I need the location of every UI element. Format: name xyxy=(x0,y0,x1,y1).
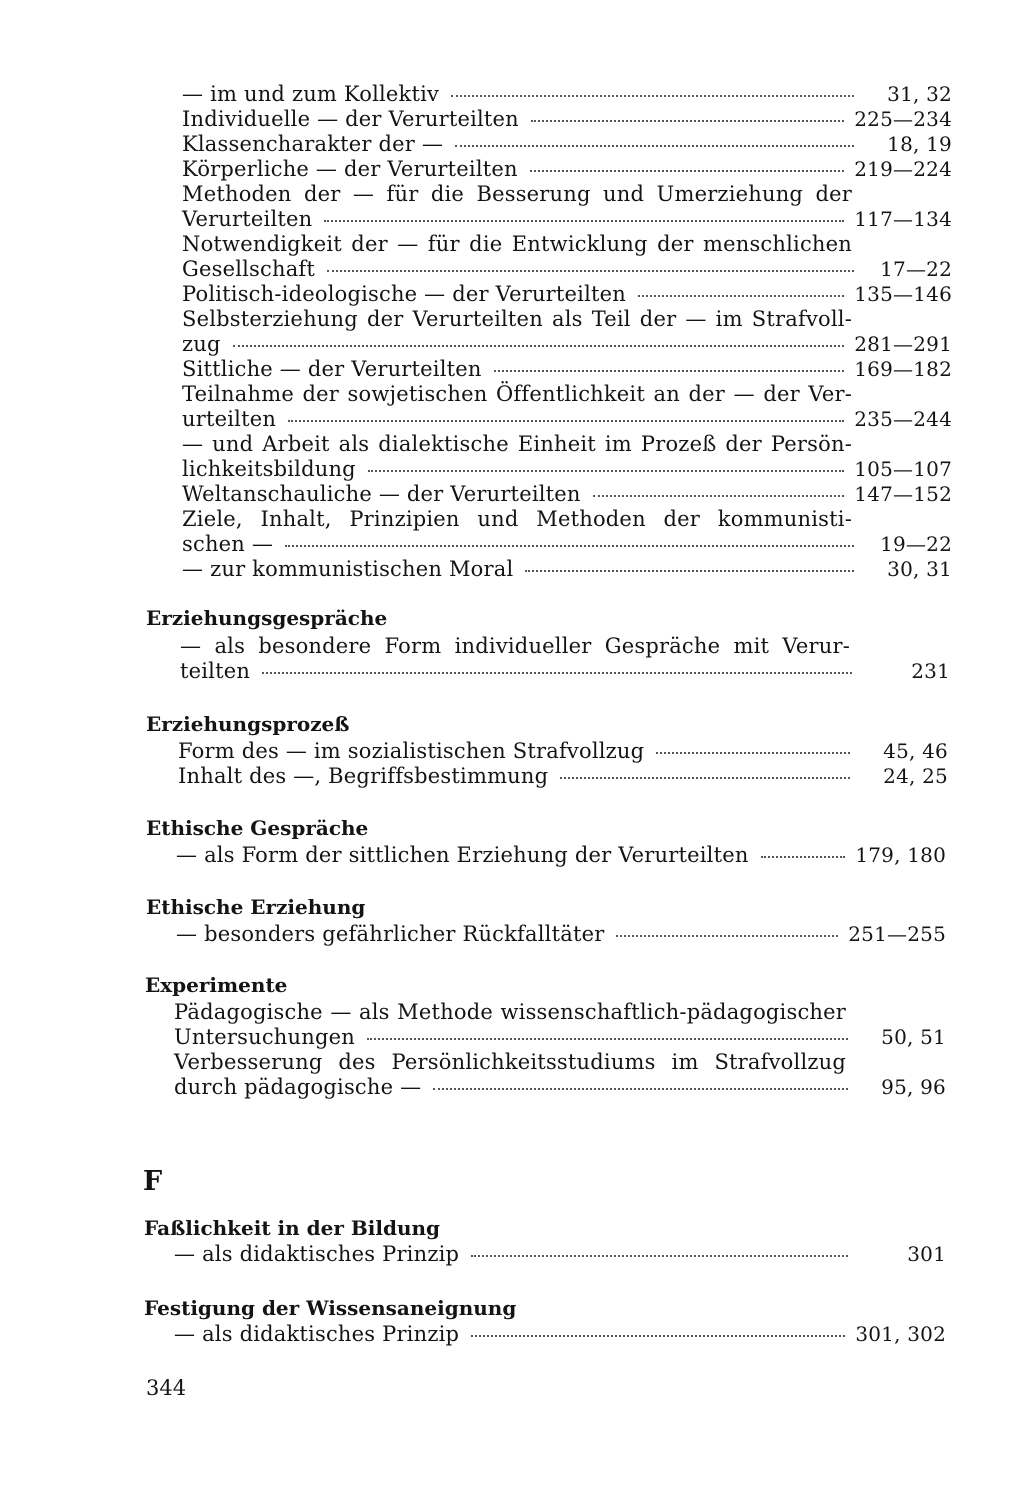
page-ref: 231 xyxy=(911,659,950,683)
index-entry-line: Notwendigkeit der — für die Entwicklung der menschlichen xyxy=(182,232,852,256)
index-entry-line: Teilnahme der sowjetischen Öffentlichkeit an der — der Ver- xyxy=(182,382,852,406)
page-ref: 45, 46 xyxy=(883,739,948,763)
page-ref: 117—134 xyxy=(854,207,952,231)
index-heading: Ethische Gespräche xyxy=(146,816,369,840)
index-entry: urteilten 235—244 xyxy=(182,407,952,431)
page-ref: 18, 19 xyxy=(887,132,952,156)
index-heading: Experimente xyxy=(145,973,288,997)
index-entry-line: Pädagogische — als Methode wissenschaftlich-pädagogischer xyxy=(174,1000,846,1024)
page-ref: 31, 32 xyxy=(887,82,952,106)
index-entry: — zur kommunistischen Moral 30, 31 xyxy=(182,557,952,581)
index-entry-block xyxy=(180,634,950,684)
page-ref: 219—224 xyxy=(854,157,952,181)
page-ref: 135—146 xyxy=(854,282,952,306)
index-entry-block xyxy=(174,1322,946,1347)
index-entry: schen — 19—22 xyxy=(182,532,952,556)
index-entry-block xyxy=(174,1242,946,1267)
section-letter: F xyxy=(143,1166,163,1197)
page-ref: 179, 180 xyxy=(855,843,946,867)
index-entry-block xyxy=(178,739,948,789)
index-entry: — als didaktisches Prinzip 301 xyxy=(174,1242,946,1266)
page-ref: 95, 96 xyxy=(881,1075,946,1099)
index-heading: Faßlichkeit in der Bildung xyxy=(144,1216,441,1240)
index-entry: Individuelle — der Verurteilten 225—234 xyxy=(182,107,952,131)
index-entry: — als Form der sittlichen Erziehung der Verurteilten 179, 180 xyxy=(176,843,946,867)
page-ref: 301 xyxy=(907,1242,946,1266)
page-ref: 169—182 xyxy=(854,357,952,381)
index-entry: — als didaktisches Prinzip 301, 302 xyxy=(174,1322,946,1346)
page-ref: 19—22 xyxy=(880,532,952,556)
index-entry: Weltanschauliche — der Verurteilten 147—152 xyxy=(182,482,952,506)
page-ref: 301, 302 xyxy=(855,1322,946,1346)
page-ref: 24, 25 xyxy=(883,764,948,788)
index-entry-line: — als besondere Form individueller Gespräche mit Verur- xyxy=(180,634,850,658)
index-entry: teilten 231 xyxy=(180,659,950,683)
index-entry: durch pädagogische — 95, 96 xyxy=(174,1075,946,1099)
index-entry: Verurteilten 117—134 xyxy=(182,207,952,231)
index-heading: Erziehungsprozeß xyxy=(146,712,350,736)
page-ref: 30, 31 xyxy=(887,557,952,581)
index-entry: — besonders gefährlicher Rückfalltäter 251—255 xyxy=(176,922,946,946)
page-ref: 235—244 xyxy=(854,407,952,431)
index-entry: Klassencharakter der — 18, 19 xyxy=(182,132,952,156)
index-entry: Sittliche — der Verurteilten 169—182 xyxy=(182,357,952,381)
index-entry: — im und zum Kollektiv 31, 32 xyxy=(182,82,952,106)
index-entry: Form des — im sozialistischen Strafvollzug 45, 46 xyxy=(178,739,948,763)
index-entry-line: — und Arbeit als dialektische Einheit im Prozeß der Persön- xyxy=(182,432,852,456)
index-entry: lichkeitsbildung 105—107 xyxy=(182,457,952,481)
page-ref: 281—291 xyxy=(854,332,952,356)
index-entry: Inhalt des —, Begriffsbestimmung 24, 25 xyxy=(178,764,948,788)
index-entry-line: Selbsterziehung der Verurteilten als Teil der — im Strafvoll- xyxy=(182,307,852,331)
index-entry-line: Ziele, Inhalt, Prinzipien und Methoden der kommunisti- xyxy=(182,507,852,531)
page-ref: 105—107 xyxy=(854,457,952,481)
index-heading: Ethische Erziehung xyxy=(146,895,366,919)
index-entry: Gesellschaft 17—22 xyxy=(182,257,952,281)
page-number: 344 xyxy=(146,1376,187,1400)
index-heading: Erziehungsgespräche xyxy=(146,606,388,630)
page-ref: 251—255 xyxy=(848,922,946,946)
index-entry-block xyxy=(176,922,946,947)
index-entry: Politisch-ideologische — der Verurteilten 135—146 xyxy=(182,282,952,306)
index-entry-line: Verbesserung des Persönlichkeitsstudiums im Strafvollzug xyxy=(174,1050,846,1074)
page-ref: 17—22 xyxy=(880,257,952,281)
index-entry: zug 281—291 xyxy=(182,332,952,356)
index-entry-block xyxy=(174,1000,946,1100)
index-heading: Festigung der Wissensaneignung xyxy=(144,1296,517,1320)
page-ref: 50, 51 xyxy=(881,1025,946,1049)
index-entry-line: Methoden der — für die Besserung und Umerziehung der xyxy=(182,182,852,206)
index-entry-block-top xyxy=(182,82,952,582)
index-entry-block xyxy=(176,843,946,868)
page-ref: 225—234 xyxy=(854,107,952,131)
index-entry: Körperliche — der Verurteilten 219—224 xyxy=(182,157,952,181)
page-ref: 147—152 xyxy=(854,482,952,506)
index-entry: Untersuchungen 50, 51 xyxy=(174,1025,946,1049)
